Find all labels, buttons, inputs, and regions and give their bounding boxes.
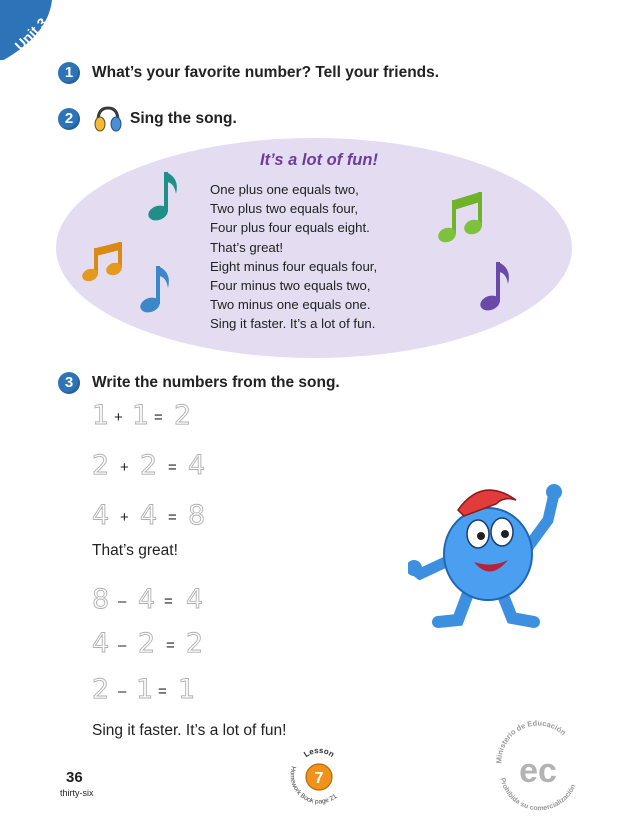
unit-tab xyxy=(0,0,60,60)
mascot-character xyxy=(408,470,572,634)
traced-number: 8 xyxy=(188,500,206,531)
operator: – xyxy=(118,637,127,654)
traced-number: 4 xyxy=(140,500,158,531)
step-1-number: 1 xyxy=(58,62,80,84)
music-notes-orange-icon xyxy=(80,238,128,291)
traced-number: 2 xyxy=(92,674,110,705)
traced-number: 4 xyxy=(92,628,110,659)
music-note-teal-icon xyxy=(146,168,182,229)
traced-number: 1 xyxy=(132,400,150,431)
operator: + xyxy=(120,509,129,526)
equation-row xyxy=(92,500,292,536)
prohibited-text: Prohibida su comercialización xyxy=(498,777,578,813)
music-note-purple-icon xyxy=(478,258,514,319)
homework-reference: Homework Book page 21 xyxy=(288,765,339,806)
unit-tab-label: Unit 3 xyxy=(11,14,51,54)
equation-row xyxy=(92,584,292,620)
equals-sign: = xyxy=(164,593,173,610)
traced-number: 4 xyxy=(186,584,204,615)
equation-row xyxy=(92,628,292,664)
lesson-label: Lesson xyxy=(302,745,336,760)
traced-number: 4 xyxy=(138,584,156,615)
page-number-words: thirty-six xyxy=(60,788,94,798)
operator: – xyxy=(118,683,127,700)
song-line: Two plus two equals four, xyxy=(210,201,359,217)
song-line: That’s great! xyxy=(210,239,284,255)
seal-letters: ec xyxy=(519,752,557,790)
traced-number: 8 xyxy=(92,584,110,615)
traced-number: 2 xyxy=(140,450,158,481)
page-number: 36 xyxy=(66,769,83,786)
operator: – xyxy=(118,593,127,610)
equation-row xyxy=(92,674,292,710)
ministry-text: Ministerio de Educación xyxy=(494,718,568,764)
step-1-instruction: What’s your favorite number? Tell your friends. xyxy=(92,64,440,81)
operator: + xyxy=(120,459,129,476)
traced-number: 2 xyxy=(92,450,110,481)
step-2-instruction: Sing the song. xyxy=(130,110,237,127)
song-line: One plus one equals two, xyxy=(210,182,359,197)
operator: + xyxy=(114,409,123,426)
svg-text:Lesson xyxy=(302,746,336,759)
thats-great-line: That’s great! xyxy=(92,542,178,559)
lesson-badge xyxy=(286,744,352,810)
headphones-icon xyxy=(93,104,123,134)
song-line: Two minus one equals one. xyxy=(210,297,371,313)
step-3-instruction: Write the numbers from the song. xyxy=(92,374,340,391)
traced-number: 2 xyxy=(138,628,156,659)
equals-sign: = xyxy=(166,637,175,654)
ministry-seal xyxy=(488,716,588,816)
song-line: Eight minus four equals four, xyxy=(210,258,378,274)
traced-number: 4 xyxy=(92,500,110,531)
equals-sign: = xyxy=(168,459,177,476)
equals-sign: = xyxy=(168,509,177,526)
music-note-blue-icon xyxy=(138,262,174,321)
step-2-number: 2 xyxy=(58,108,80,130)
equation-row xyxy=(92,400,292,436)
song-lyrics xyxy=(210,180,440,334)
lesson-number: 7 xyxy=(314,770,324,787)
song-line: Sing it faster. It’s a lot of fun. xyxy=(210,316,376,332)
traced-number: 4 xyxy=(188,450,206,481)
traced-number: 2 xyxy=(174,400,192,431)
equals-sign: = xyxy=(154,409,163,426)
traced-number: 2 xyxy=(186,628,204,659)
song-line: Four minus two equals two, xyxy=(210,278,371,294)
song-title: It’s a lot of fun! xyxy=(260,151,378,169)
traced-number: 1 xyxy=(92,400,110,431)
sing-faster-line: Sing it faster. It’s a lot of fun! xyxy=(92,722,287,739)
traced-number: 1 xyxy=(178,674,196,705)
equation-row xyxy=(92,450,292,486)
music-notes-green-icon xyxy=(436,186,488,253)
song-line: Four plus four equals eight. xyxy=(210,220,370,236)
traced-number: 1 xyxy=(136,674,154,705)
step-3-number: 3 xyxy=(58,372,80,394)
equals-sign: = xyxy=(158,683,167,700)
